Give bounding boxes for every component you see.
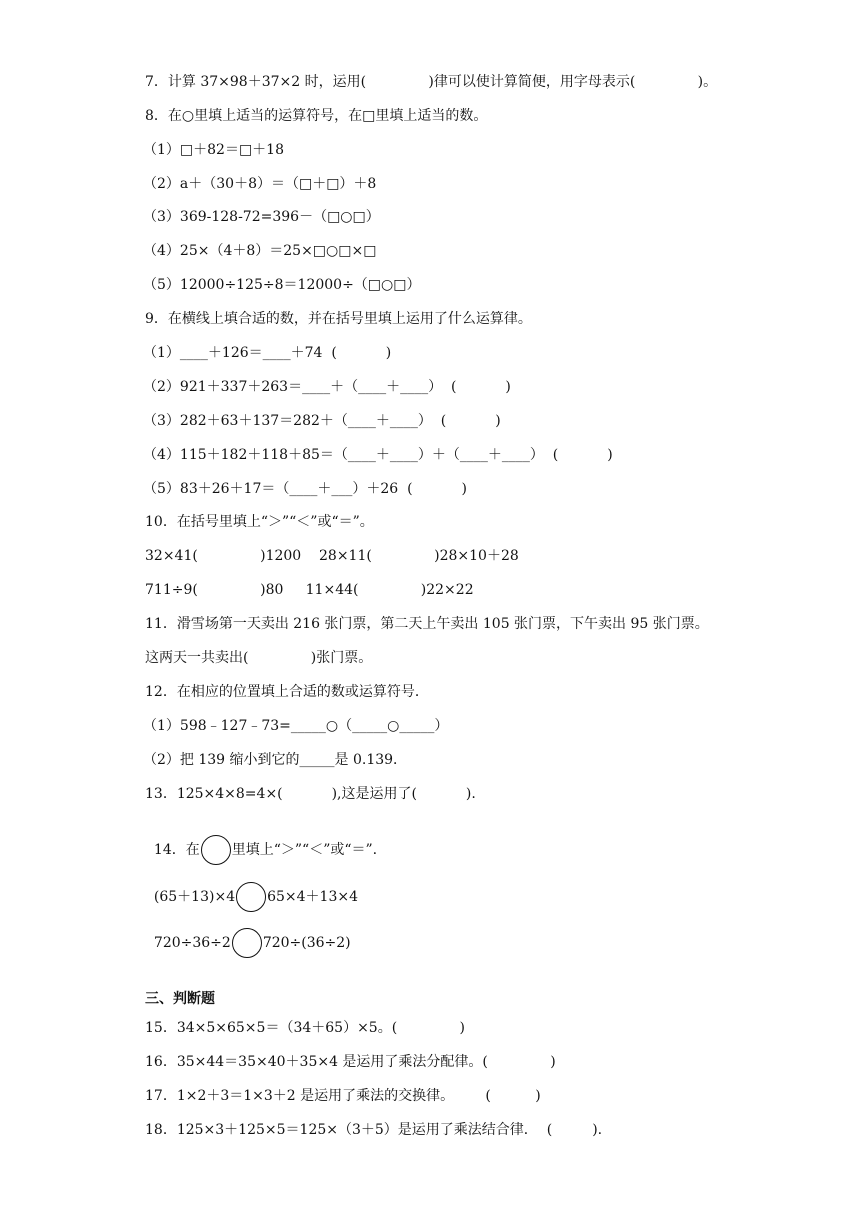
- question-14-suffix: 里填上“＞”“＜”或“＝”.: [231, 842, 378, 858]
- question-10-row-2: 711÷9( )80 11×44( )22×22: [145, 582, 474, 598]
- question-9-item-2: （2）921＋337＋263＝____＋（____＋____） ( ): [143, 379, 511, 395]
- question-9-item-4: （4）115＋182＋118＋85＝（____＋____）＋（____＋____） ( ): [143, 447, 613, 463]
- question-14-prefix: 14．在: [153, 842, 200, 858]
- question-18: 18．125×3＋125×5＝125×（3＋5）是运用了乘法结合律． ( ).: [145, 1122, 603, 1138]
- question-10-title: 10．在括号里填上“＞”“＜”或“＝”。: [145, 514, 374, 530]
- question-14-row-1: [145, 862, 358, 912]
- question-14-row-1-right: 65×4＋13×4: [267, 889, 359, 905]
- question-16: 16．35×44＝35×40＋35×4 是运用了乘法分配律。( ): [145, 1054, 556, 1070]
- question-9-item-1: （1）____＋126＝____＋74 ( ): [143, 345, 392, 361]
- question-14-row-1-left: (65＋13)×4: [153, 889, 236, 905]
- question-13: 13．125×4×8=4×( ),这是运用了( ).: [145, 786, 476, 802]
- question-8-item-3: （3）369-128-72=396－（□○□）: [143, 209, 380, 225]
- question-14-row-2: [145, 908, 351, 958]
- question-17: 17．1×2＋3＝1×3＋2 是运用了乘法的交换律。 ( ): [145, 1088, 541, 1104]
- question-14-title: [145, 815, 377, 865]
- question-9-item-3: （3）282＋63＋137＝282＋（____＋____） ( ): [143, 413, 501, 429]
- question-9-title: 9．在横线上填合适的数，并在括号里填上运用了什么运算律。: [145, 311, 532, 327]
- question-8-item-2: （2）a＋（30＋8）＝（□＋□）＋8: [143, 176, 377, 192]
- question-8-item-4: （4）25×（4＋8）＝25×□○□×□: [143, 243, 377, 259]
- comparison-circle-icon: [232, 928, 262, 958]
- question-15: 15．34×5×65×5＝（34＋65）×5。( ): [145, 1020, 465, 1036]
- question-8-item-1: （1）□＋82＝□＋18: [143, 142, 284, 158]
- question-7: 7．计算 37×98＋37×2 时，运用( )律可以使计算简便，用字母表示( )。: [145, 74, 718, 90]
- question-11-line-1: 11．滑雪场第一天卖出 216 张门票，第二天上午卖出 105 张门票，下午卖出 95 张门票。: [145, 616, 709, 632]
- question-14-row-2-left: 720÷36÷2: [153, 935, 231, 951]
- question-8-title: 8．在○里填上适当的运算符号，在□里填上适当的数。: [145, 108, 488, 124]
- question-9-item-5: （5）83＋26＋17＝（____＋___）＋26 ( ): [143, 481, 467, 497]
- question-12-item-1: （1）598﹣127﹣73=_____○（_____○_____）: [143, 718, 449, 734]
- question-12-title: 12．在相应的位置填上合适的数或运算符号．: [145, 684, 429, 700]
- question-12-item-2: （2）把 139 缩小到它的_____是 0.139．: [143, 752, 408, 768]
- question-14-row-2-right: 720÷(36÷2): [262, 935, 351, 951]
- comparison-circle-icon: [201, 835, 231, 865]
- section-3-heading: 三、判断题: [145, 991, 215, 1007]
- question-10-row-1: 32×41( )1200 28×11( )28×10＋28: [145, 548, 519, 564]
- question-11-line-2: 这两天一共卖出( )张门票。: [145, 650, 373, 666]
- question-8-item-5: （5）12000÷125÷8＝12000÷（□○□）: [143, 277, 421, 293]
